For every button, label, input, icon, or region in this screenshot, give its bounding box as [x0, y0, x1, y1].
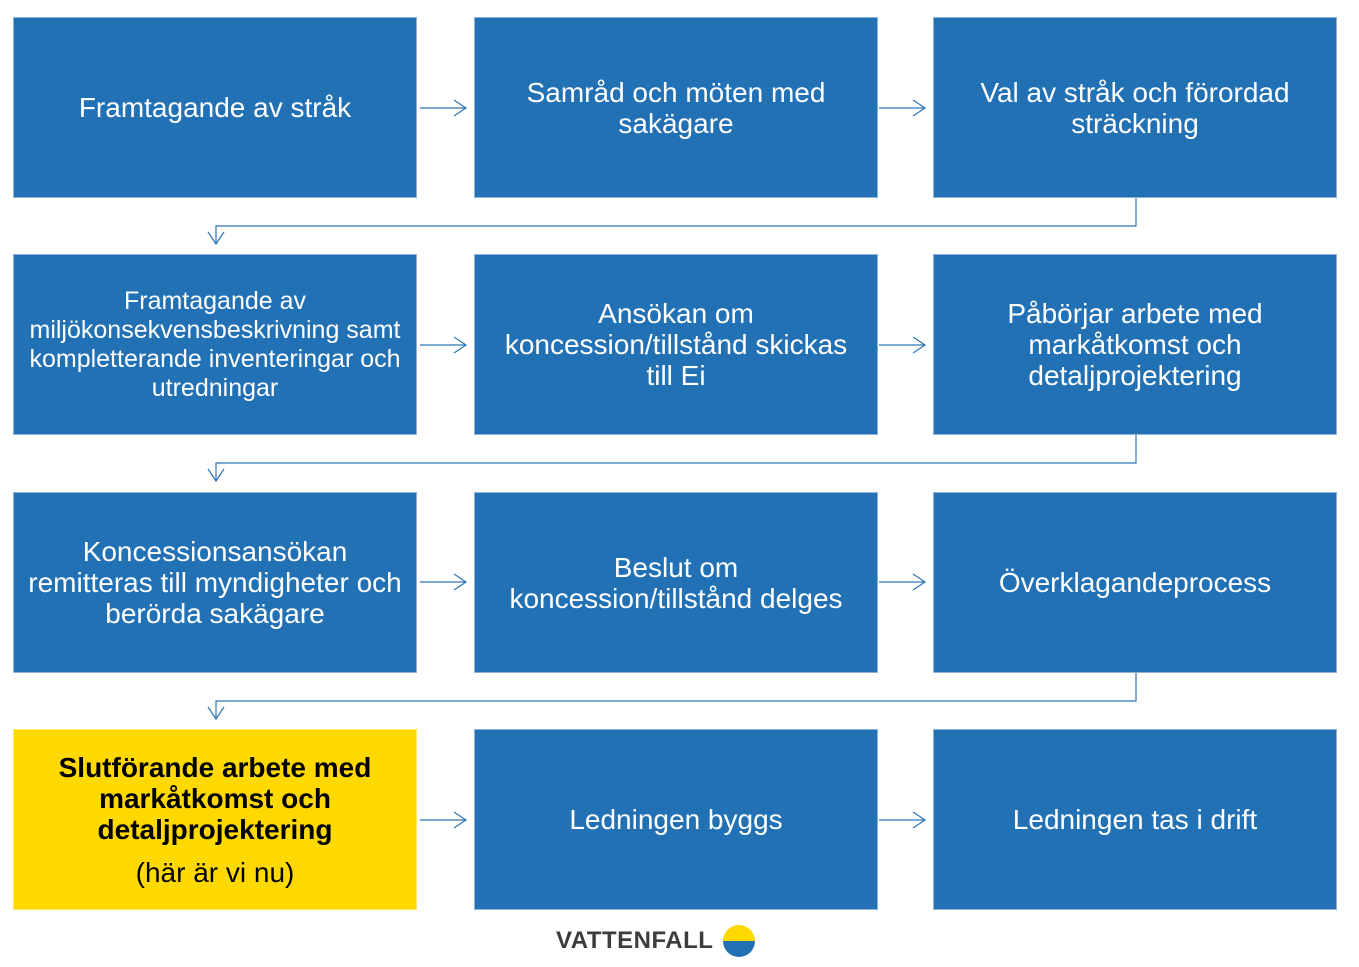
row-connector-arrow-icon: [200, 198, 1145, 248]
step-4: [13, 254, 417, 435]
step-3: [933, 17, 1337, 198]
step-1: [13, 17, 417, 198]
step-9: [933, 492, 1337, 673]
step-label: Samråd och möten med sakägare: [526, 76, 826, 139]
logo-text: VATTENFALL: [556, 927, 714, 954]
step-label: Beslut om koncession/tillstånd delges: [509, 551, 843, 614]
step-label: Framtagande av stråk: [78, 92, 352, 123]
step-label: Val av stråk och förordad sträckning: [980, 76, 1290, 139]
vattenfall-logo: [556, 925, 755, 957]
step-label: Ledningen byggs: [569, 804, 783, 835]
arrow-right-icon: [420, 810, 468, 830]
step-12: [933, 729, 1337, 910]
arrow-right-icon: [879, 98, 927, 118]
step-5: [474, 254, 878, 435]
step-10-current: [13, 729, 417, 910]
step-8: [474, 492, 878, 673]
arrow-right-icon: [879, 335, 927, 355]
current-step-note: (här är vi nu): [135, 856, 295, 888]
step-7: [13, 492, 417, 673]
step-label: Koncessionsansökan remitteras till myndigheter och berörda sakägare: [28, 536, 402, 629]
step-label: Ledningen tas i drift: [1012, 804, 1258, 835]
arrow-right-icon: [420, 572, 468, 592]
arrow-right-icon: [879, 810, 927, 830]
row-connector-arrow-icon: [200, 673, 1145, 723]
step-2: [474, 17, 878, 198]
step-label: Framtagande av miljökonsekvensbeskrivning samt kompletterande inventeringar och utredningar: [29, 286, 401, 402]
logo-mark-icon: [723, 925, 755, 957]
step-label: Ansökan om koncession/tillstånd skickas till Ei: [504, 298, 848, 391]
step-label: Påbörjar arbete med markåtkomst och detaljprojektering: [1007, 298, 1263, 391]
row-connector-arrow-icon: [200, 435, 1145, 485]
step-label: Slutförande arbete med markåtkomst och detaljprojektering: [58, 751, 372, 845]
arrow-right-icon: [420, 98, 468, 118]
step-label: Överklagandeprocess: [998, 567, 1272, 598]
arrow-right-icon: [420, 335, 468, 355]
arrow-right-icon: [879, 572, 927, 592]
step-6: [933, 254, 1337, 435]
step-11: [474, 729, 878, 910]
